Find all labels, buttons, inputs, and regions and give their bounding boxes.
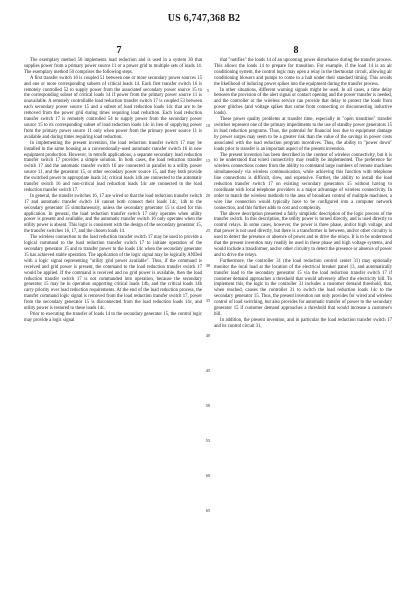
line-number: 35 [205, 298, 211, 303]
right-column-number: 8 [293, 45, 299, 56]
paragraph: The wireless connection to the load reduction transfer switch 17 may be used to provide a logical command to the load reduction transfer switch 17 to initiate operation of the secondary generator 15 and to transfer power to the loads 14c when the secondary generator 15 has achieved stable operation. The application of the logic signal may be logically ANDed with a logic signal representing "utility grid power available". Thus, if the command is received and grid power is present, the command to the load reduction transfer switch 17 would be applied. If the command is received and no grid power is available, then the load reduction transfer switch 17 is not commanded into operation, because the secondary generator 15 may be in operation supporting critical loads 14b, and the critical loads 14b carry priority over load reduction requirements. At the end of the load reduction process, the transfer command logic signal is removed from the load reduction transfer switch 17, power from the secondary generator 15 is disconnected from the load reduction loads 14c, and utility power is restored to these loads 14c. [24, 235, 202, 312]
line-number: 10 [205, 123, 211, 128]
paragraph: The exemplary method 50 implements load reduction and is used in a system 30 that supplies power from a primary power source 11 or a power grid to multiple sets of loads 14. The exemplary method 50 comprises the following steps. [24, 58, 202, 75]
paragraph: The above description presented a fairly simplistic description of the logic process of the transfer switch. In this description, the utility power is turned directly, and is used directly to control relays. In some cases, however, the power is three phase, and/or high voltage, and that power is not used directly, but there is a transformer in between, and/or other circuitry is used to detect the presence or absence of power and to drive the relays. It is to be understood that the present invention may readily be used in these phase and high voltage systems, and would include a transformer, and/or other circuitry to detect the presence or absence of power and to drive the relays. [214, 211, 392, 258]
paragraph: Prior to executing the transfer of loads 14 to the secondary generator 15, the control logic may provide a logic signal [24, 311, 202, 323]
right-text-column [214, 58, 392, 330]
line-number: 15 [205, 158, 211, 163]
line-number: 20 [205, 193, 211, 198]
line-number: 40 [205, 333, 211, 338]
line-number: 30 [205, 263, 211, 268]
left-column-number: 7 [116, 45, 122, 56]
paragraph: In implementing the present invention, the load reduction transfer switch 17 may be installed in the same housing as a conventionally-used automatic transfer switch 16 in new equipment production. However, in retrofit applications, a separate secondary load reduction transfer switch 17 provides a simple solution. In both cases, the load reduction transfer switch 17 and the automatic transfer switch 16 are connected in parallel to a utility power source 11, and the generator 15, or other secondary power source 15, and they both provide the switched power to appropriate loads 14; critical loads 14b are connected to the automatic transfer switch 16 and non-critical load reduction loads 14c are connected to the load reduction transfer switch 17. [24, 140, 202, 193]
line-number: 45 [205, 368, 211, 373]
paragraph: In other situations, different warning signals might be used. In all cases, a time delay between the provision of the alert signal or contact opening and the power transfer is needed, and the controller or the wireless service can provide that delay to protect the loads from power glitches (and voltage spikes that come from connecting or disconnecting inductive loads). [214, 87, 392, 117]
patent-number: US 6,747,368 B2 [167, 13, 241, 24]
paragraph: A first transfer switch 16 is coupled 51 between one or more secondary power sources 15 and one or more corresponding subsets of critical loads 14. Each first transfer switch 16 is remotely controlled 52 to supply power from the associated secondary power source 15 to the corresponding subset of critical loads 14 if power from the primary power source 11 is unavailable. A remotely controllable load reduction transfer switch 17 is coupled 53 between each secondary power source 15 and a subset of load reduction loads 14c that are to be removed from the power grid during times requiring load reduction. Each load reduction transfer switch 17 is remotely controlled 54 to supply power from the secondary power source 15 to its corresponding subset of load reduction loads 14c in lieu of supplying power from the primary power source 11 only when power from the primary power source 11 is available and during times requiring load reduction. [24, 75, 202, 140]
paragraph: Furthermore, the controller 31 (the load reduction control center 31) may optionally monitor the local load at the location of the electrical breaker panel 13, and automatically transfer load to the secondary generator 15 via the load reduction transfer switch 17 if customer demand approaches a threshold that would adversely affect the electricity bill. To implement this, the logic in the controller 31 includes a customer demand threshold, that, when reached, causes the controller 31 to switch the load reduction loads 14c to the secondary generator 15. Thus, the present invention not only provides for wired and wireless control of load switching, but also provides for automatic transfer of power to the secondary generator 15 if customer demand approaches a threshold that would increase a customer's bill. [214, 258, 392, 317]
paragraph: In addition, the present invention, and in particular the load reduction transfer switch 17 and its control circuit 31, [214, 317, 392, 329]
line-number: 25 [205, 228, 211, 233]
paragraph: These power quality problems at transfer time, especially in "open transition" transfer switches represent one of the primary impediments to the use of standby power generators 15 in load reduction programs. Thus, the potential for financial loss due to equipment damage by power surges may seem to be a greater risk than the value of the savings in power costs associated with the load reduction program incentives. Thus, the ability to "power down" loads prior to transfer is an important aspect of the present invention. [214, 117, 392, 152]
paragraph: The present invention has been described in the context of wireless connectivity, but it is to be understood that wired connectivity may readily be implemented. The preference for wireless connections comes from the ability to command large numbers of remote machines simultaneously via wireless communication, while achieving this function with telephone line connections is difficult, slow, and expensive. Further, the ability to install the load reduction transfer switch 17 on existing secondary generators 15 without having to coordinate with local telephone providers is a major advantage of wireless connectivity. In order to match the wireless methods to the area of broadcast control of multiple machines, a wire line connection would typically have to be configured into a computer network connection, and this further adds to cost and complexity. [214, 152, 392, 211]
left-text-column [24, 58, 202, 324]
paragraph: In general, the transfer switches 16, 17 are wired so that the load reduction transfer switch 17 and automatic transfer switch 16 cannot both connect their loads 14c, 14b to the secondary generator 15 simultaneously, unless the secondary generator 15 is sized for this application. In general, the load reduction transfer switch 17 only operates when utility power is present and available, and the automatic transfer switch 16 only operates when the utility power is absent. This logic is consistent with the design of the secondary generator 15, the transfer switches 16, 17, and the chosen loads 14. [24, 193, 202, 235]
line-number: 55 [205, 438, 211, 443]
paragraph: that "notifies" the loads 14 of an upcoming power disturbance during the transfer process. This allows the loads 14 to prepare for transition. For example, if the load 14 is an air conditioning system, the control logic may open a relay in the thermostat circuit, allowing air conditioning blowers and pumps to come to a halt under their standard timing. This avoids the likelihood of inducing power spikes into the equipment during the transfer process. [214, 58, 392, 87]
line-number: 5 [206, 88, 210, 93]
line-number: 50 [205, 403, 211, 408]
line-number: 65 [205, 508, 211, 513]
line-number: 60 [205, 473, 211, 478]
